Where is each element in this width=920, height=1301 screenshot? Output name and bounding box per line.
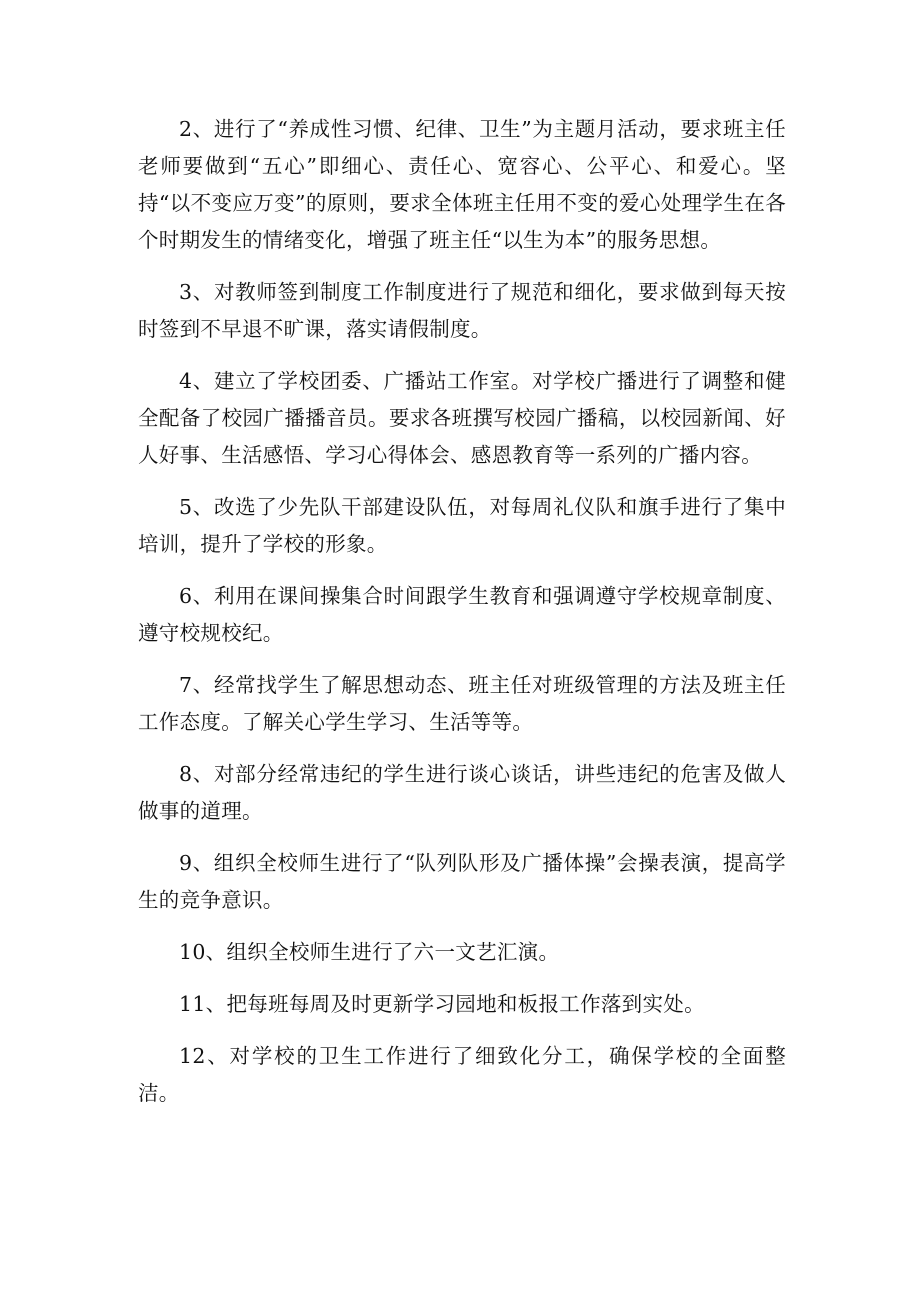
document-body [138, 111, 786, 1127]
paragraph-item-5: 5、改选了少先队干部建设队伍，对每周礼仪队和旗手进行了集中培训，提升了学校的形象。 [138, 495, 786, 556]
paragraph-item-12: 12、对学校的卫生工作进行了细致化分工，确保学校的全面整洁。 [138, 1044, 786, 1105]
paragraph-item-9: 9、组织全校师生进行了“队列队形及广播体操”会操表演，提高学生的竞争意识。 [138, 851, 786, 912]
paragraph-item-6: 6、利用在课间操集合时间跟学生教育和强调遵守学校规章制度、遵守校规校纪。 [138, 584, 786, 645]
paragraph-item-8: 8、对部分经常违纪的学生进行谈心谈话，讲些违纪的危害及做人做事的道理。 [138, 762, 786, 823]
paragraph-item-10: 10、组织全校师生进行了六一文艺汇演。 [179, 940, 560, 964]
paragraph-item-2: 2、进行了“养成性习惯、纪律、卫生”为主题月活动，要求班主任老师要做到“五心”即细心、责任心、宽容心、公平心、和爱心。坚持“以不变应万变”的原则，要求全体班主任用不变的爱心处理学生在各个时期发生的情绪变化，增强了班主任“以生为本”的服务思想。 [138, 117, 786, 252]
paragraph-item-7: 7、经常找学生了解思想动态、班主任对班级管理的方法及班主任工作态度。了解关心学生学习、生活等等。 [138, 673, 786, 734]
paragraph-item-11: 11、把每班每周及时更新学习园地和板报工作落到实处。 [179, 992, 705, 1016]
paragraph-item-4: 4、建立了学校团委、广播站工作室。对学校广播进行了调整和健全配备了校园广播播音员。要求各班撰写校园广播稿，以校园新闻、好人好事、生活感悟、学习心得体会、感恩教育等一系列的广播内容。 [138, 369, 786, 467]
paragraph-item-3: 3、对教师签到制度工作制度进行了规范和细化，要求做到每天按时签到不早退不旷课，落实请假制度。 [138, 280, 786, 341]
